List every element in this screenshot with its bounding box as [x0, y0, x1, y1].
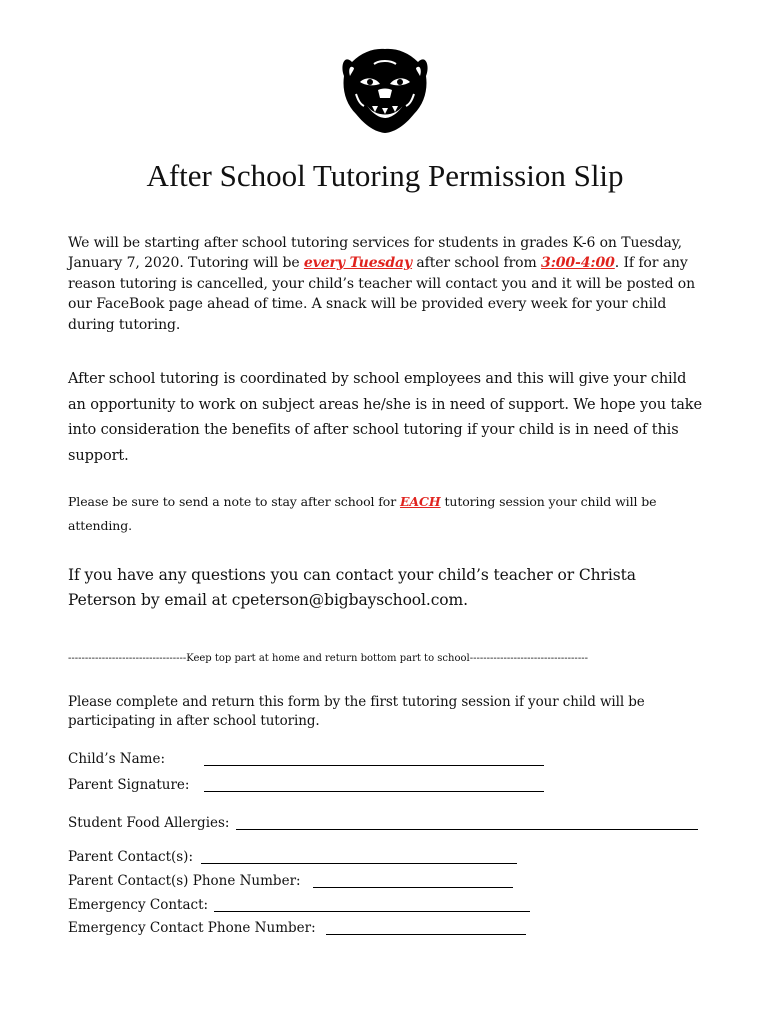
intro-text-2: after school from [412, 255, 542, 272]
food-allergies-field[interactable] [236, 829, 698, 830]
schedule-day-emphasis: every Tuesday [303, 255, 413, 272]
bear-mascot-icon [338, 44, 432, 134]
form-instructions: Please complete and return this form by the first tutoring session if your child will be participating in after school tutoring. [68, 694, 645, 729]
note-text-2: tutoring session your child will be attending. [68, 494, 657, 533]
each-emphasis: EACH [399, 494, 441, 509]
note-text-1: Please be sure to send a note to stay after school for [68, 494, 400, 509]
coordination-paragraph: After school tutoring is coordinated by school employees and this will give your child an opportunity to work on subject areas he/she is in need of support. We hope you take into consideration the benefits of after school tutoring if your child is in need of this support. [68, 371, 702, 464]
parent-signature-label: Parent Signature: [68, 777, 190, 793]
intro-paragraph [68, 233, 708, 335]
page-title: After School Tutoring Permission Slip [146, 158, 624, 193]
parent-phone-field[interactable] [313, 887, 513, 888]
contact-paragraph: If you have any questions you can contact your child’s teacher or Christa Peterson by email at cpeterson@bigbayschool.com. [68, 566, 636, 609]
emergency-phone-label: Emergency Contact Phone Number: [68, 920, 316, 936]
emergency-contact-field[interactable] [214, 911, 530, 912]
schedule-time-emphasis: 3:00-4:00 [541, 255, 615, 272]
note-reminder-paragraph [68, 490, 708, 537]
emergency-contact-label: Emergency Contact: [68, 897, 209, 913]
food-allergies-label: Student Food Allergies: [68, 815, 230, 831]
parent-signature-field[interactable] [204, 791, 544, 792]
parent-phone-label: Parent Contact(s) Phone Number: [68, 873, 301, 889]
childs-name-field[interactable] [204, 765, 544, 766]
cut-line-divider: -----------------------------------Keep top part at home and return bottom part to school----------------------------------- [68, 653, 588, 664]
emergency-phone-field[interactable] [326, 934, 526, 935]
intro-text-3: . If for any reason tutoring is cancelled, your child’s teacher will contact you and it will be posted on our FaceBook page ahead of time. A snack will be provided every week for your child during tutoring. [68, 255, 696, 333]
parent-contacts-label: Parent Contact(s): [68, 849, 194, 865]
parent-contacts-field[interactable] [201, 863, 517, 864]
childs-name-label: Child’s Name: [68, 751, 166, 767]
intro-text-1: We will be starting after school tutoring services for students in grades K-6 on Tuesday, January 7, 2020. Tutoring will be [68, 235, 683, 272]
